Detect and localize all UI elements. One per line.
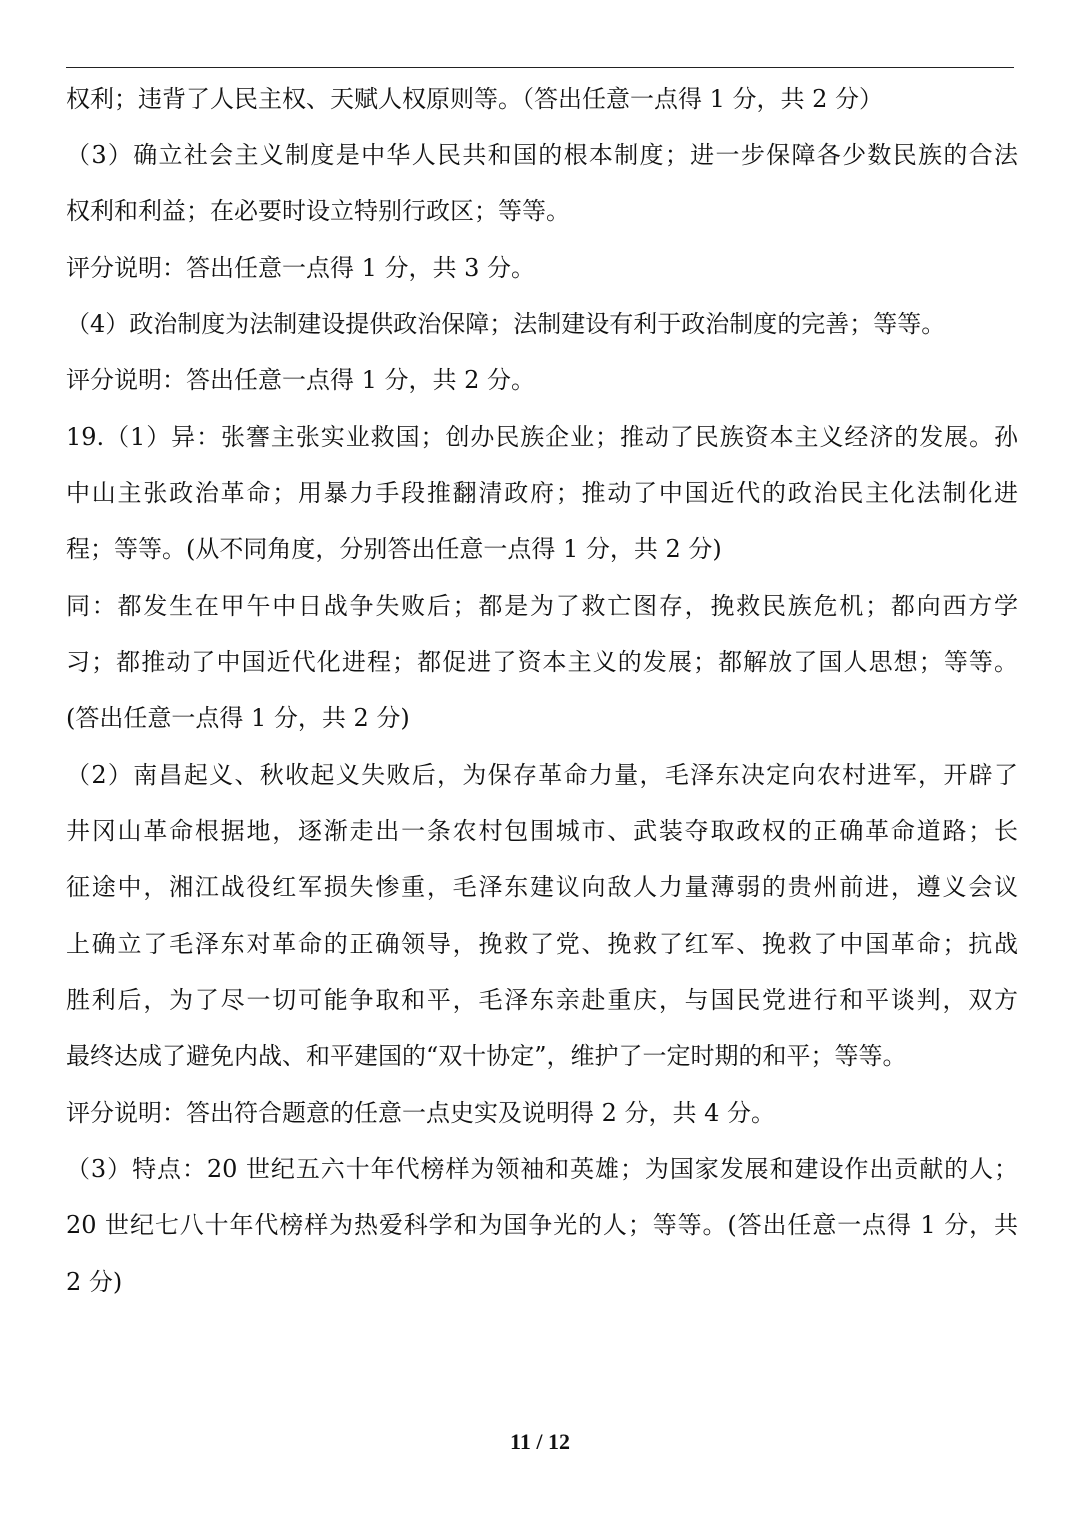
page-number: 11 / 12 [510, 1429, 570, 1454]
text-line: 评分说明：答出任意一点得 1 分，共 2 分。 [66, 366, 536, 394]
text-line: 井冈山革命根据地，逐渐走出一条农村包围城市、武装夺取政权的正确革命道路；长 [66, 817, 1018, 845]
text-line: 征途中，湘江战役红军损失惨重，毛泽东建议向敌人力量薄弱的贵州前进，遵义会议 [66, 873, 1018, 901]
text-line: 权利和利益；在必要时设立特别行政区；等等。 [66, 197, 570, 225]
header-rule [66, 67, 1014, 68]
text-line: 程；等等。(从不同角度，分别答出任意一点得 1 分，共 2 分) [66, 535, 722, 563]
text-line: （2）南昌起义、秋收起义失败后，为保存革命力量，毛泽东决定向农村进军，开辟了 [66, 761, 1018, 789]
text-line: 19.（1）异：张謇主张实业救国；创办民族企业；推动了民族资本主义经济的发展。孙 [66, 423, 1018, 451]
text-line: 权利；违背了人民主权、天赋人权原则等。（答出任意一点得 1 分，共 2 分） [66, 85, 884, 113]
text-line: （4）政治制度为法制建设提供政治保障；法制建设有利于政治制度的完善；等等。 [66, 310, 946, 338]
text-line: （3）特点：20 世纪五六十年代榜样为领袖和英雄；为国家发展和建设作出贡献的人； [66, 1155, 1018, 1183]
text-line: 最终达成了避免内战、和平建国的“双十协定”，维护了一定时期的和平；等等。 [66, 1042, 907, 1070]
text-line: 习；都推动了中国近代化进程；都促进了资本主义的发展；都解放了国人思想；等等。 [66, 648, 1018, 676]
text-line: 2 分) [66, 1268, 123, 1296]
text-line: 上确立了毛泽东对革命的正确领导，挽救了党、挽救了红军、挽救了中国革命；抗战 [66, 930, 1018, 958]
text-line: 20 世纪七八十年代榜样为热爱科学和为国争光的人；等等。(答出任意一点得 1 分，共 [66, 1211, 1018, 1239]
text-line: 胜利后，为了尽一切可能争取和平，毛泽东亲赴重庆，与国民党进行和平谈判，双方 [66, 986, 1018, 1014]
text-line: 评分说明：答出任意一点得 1 分，共 3 分。 [66, 254, 536, 282]
text-line: 同：都发生在甲午中日战争失败后；都是为了救亡图存，挽救民族危机；都向西方学 [66, 592, 1018, 620]
text-line: 中山主张政治革命；用暴力手段推翻清政府；推动了中国近代的政治民主化法制化进 [66, 479, 1018, 507]
text-line: 评分说明：答出符合题意的任意一点史实及说明得 2 分，共 4 分。 [66, 1099, 776, 1127]
text-line: (答出任意一点得 1 分，共 2 分) [66, 704, 410, 732]
text-line: （3）确立社会主义制度是中华人民共和国的根本制度；进一步保障各少数民族的合法 [66, 141, 1018, 169]
